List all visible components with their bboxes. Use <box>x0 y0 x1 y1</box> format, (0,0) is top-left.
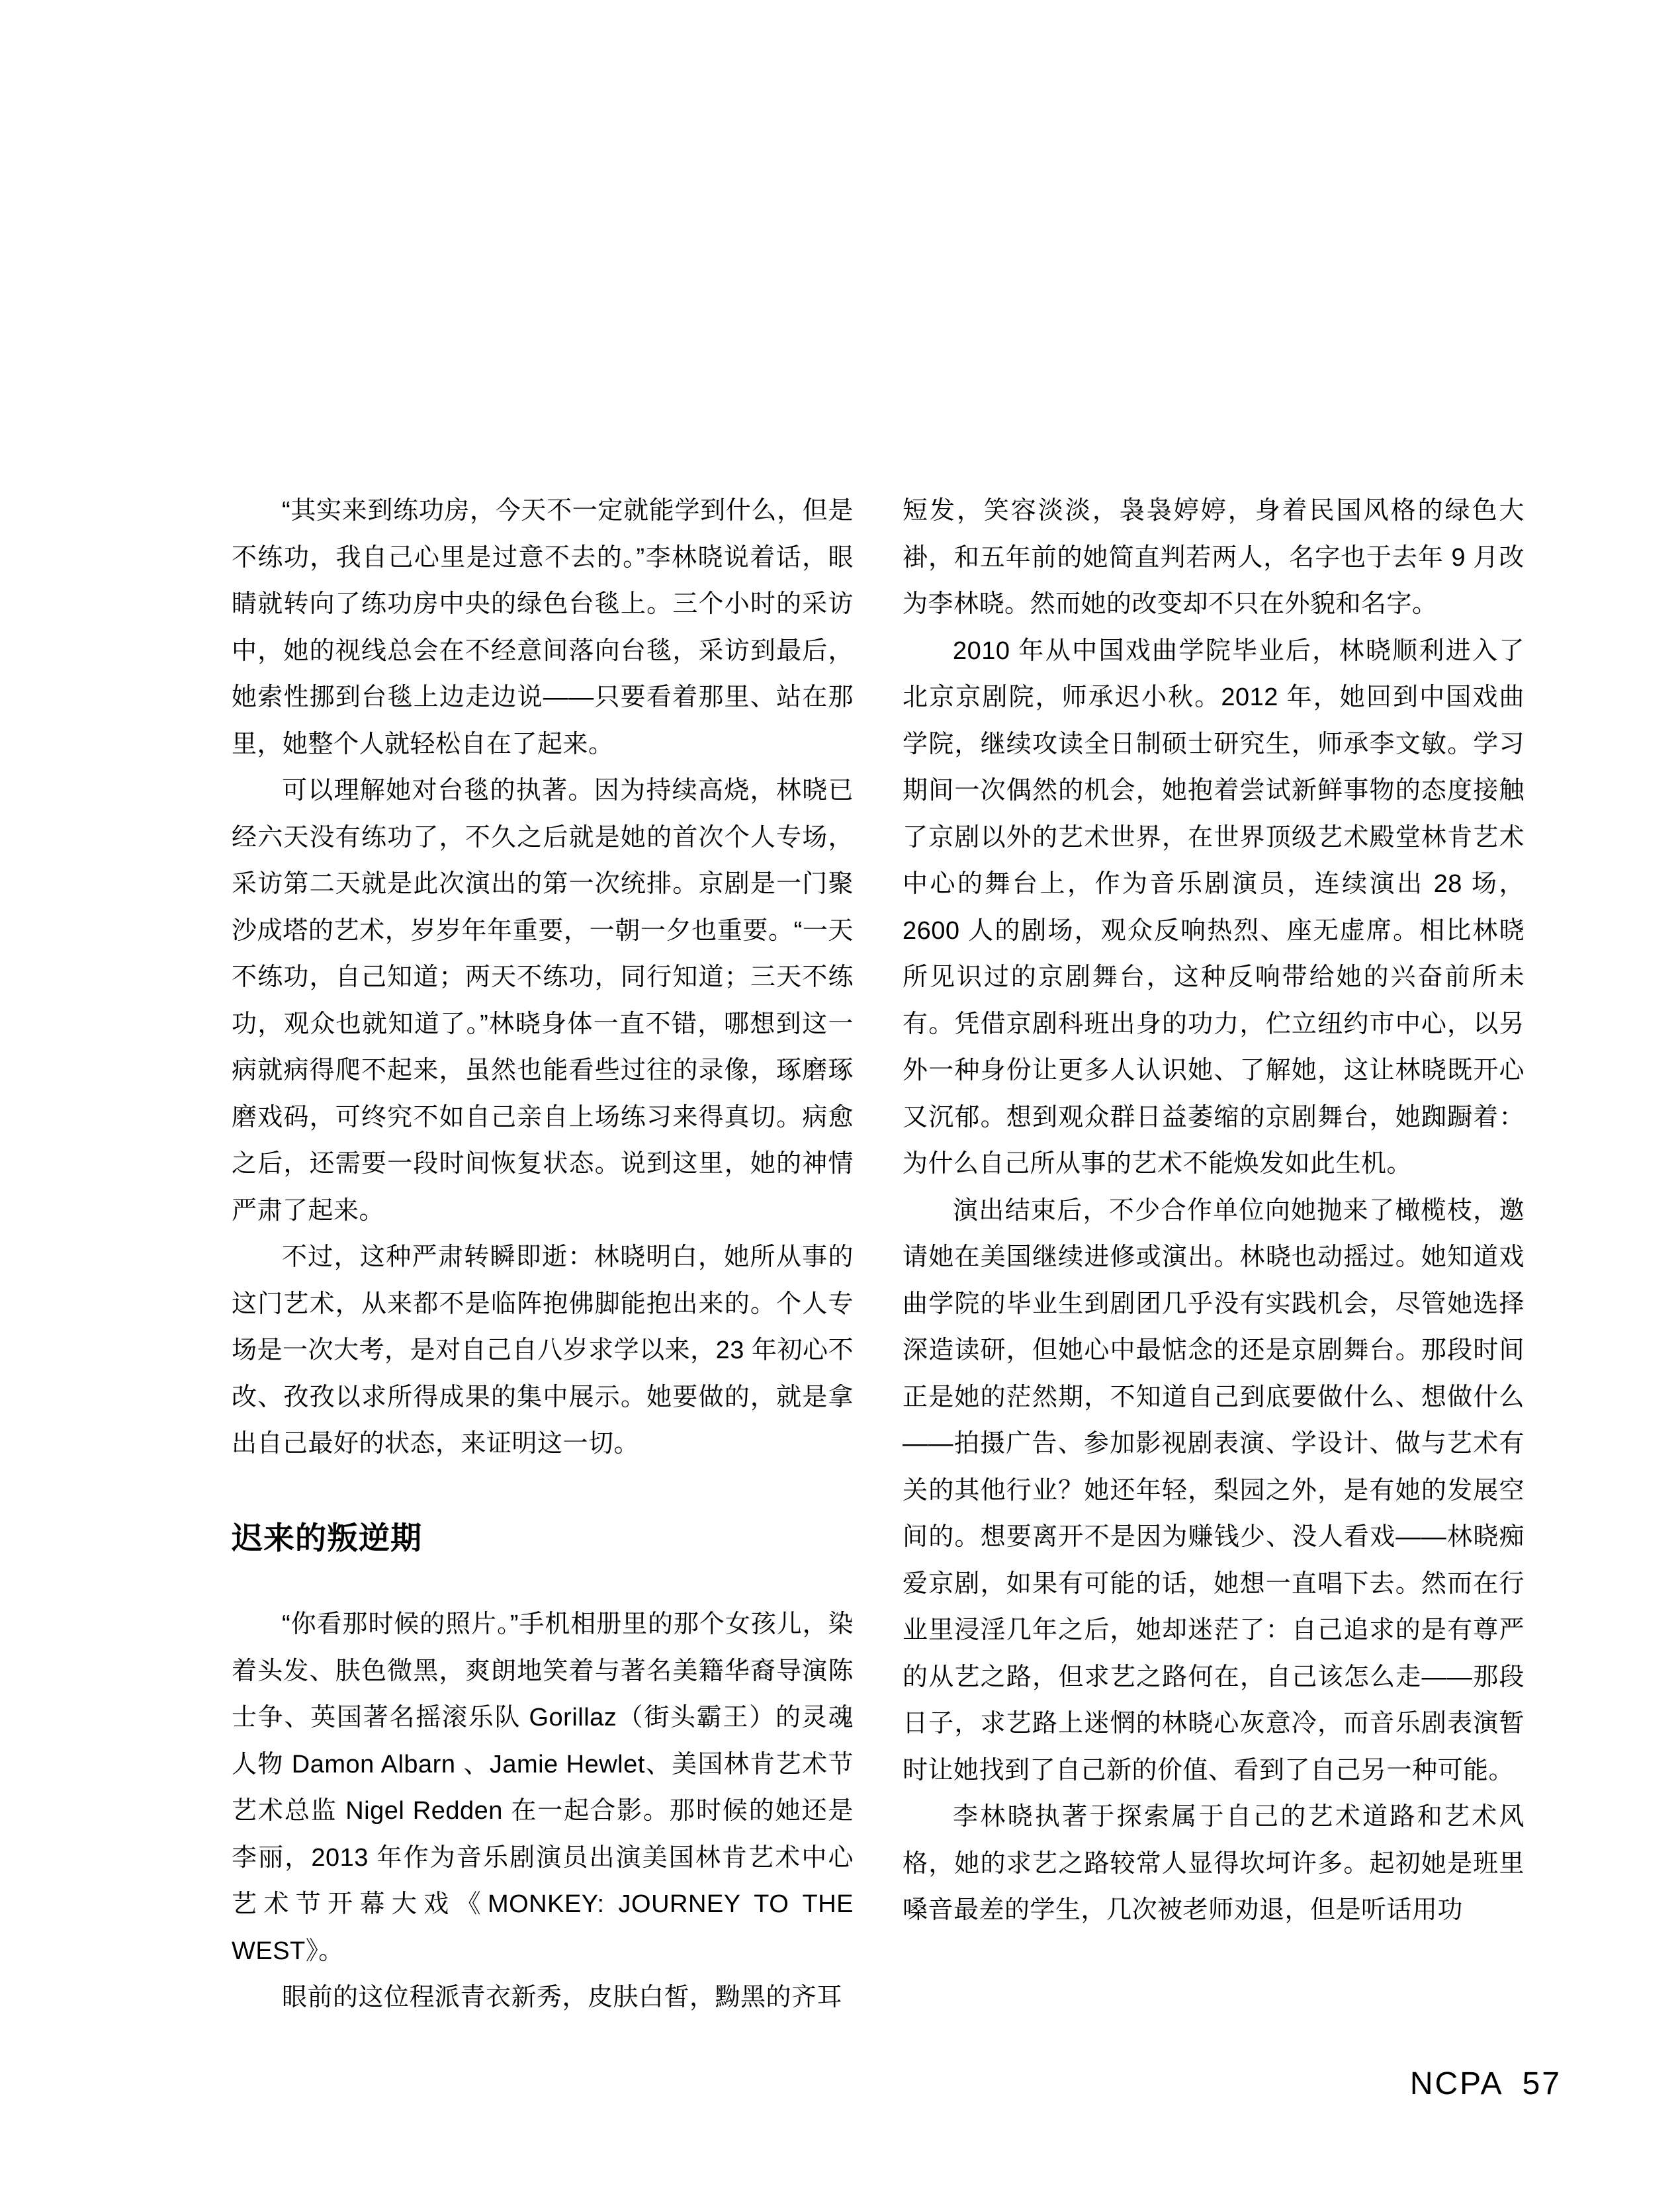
paragraph-solo-show-exam: 不过，这种严肃转瞬即逝：林晓明白，她所从事的这门艺术，从来都不是临阵抱佛脚能抱出来的。个人专场是一次大考，是对自己自八岁求学以来，23 年初心不改、孜孜以求所得成果的集中展示。她要做的，就是拿出自己最好的状态，来证明这一切。 <box>232 1243 854 1458</box>
paragraph-appearance-continued: 短发，笑容淡淡，袅袅婷婷，身着民国风格的绿色大褂，和五年前的她简直判若两人，名字也于去年 9 月改为李林晓。然而她的改变却不只在外貌和名字。 <box>903 497 1525 618</box>
paragraph-art-path: 李林晓执著于探索属于自己的艺术道路和艺术风格，她的求艺之路较常人显得坎坷许多。起初她是班里嗓音最差的学生，几次被老师劝退，但是听话用功 <box>903 1803 1525 1924</box>
journal-name: NCPA <box>1409 2066 1504 2101</box>
right-column <box>903 488 1525 1934</box>
left-column <box>232 488 854 2021</box>
paragraph-qingyi-appearance: 眼前的这位程派青衣新秀，皮肤白皙，黝黑的齐耳 <box>282 1984 843 2011</box>
section-heading: 迟来的叛逆期 <box>232 1520 422 1555</box>
paragraph-after-performance: 演出结束后，不少合作单位向她抛来了橄榄枝，邀请她在美国继续进修或演出。林晓也动摇过。她知道戏曲学院的毕业生到剧团几乎没有实践机会，尽管她选择深造读研，但她心中最惦念的还是京剧舞台。那段时间正是她的茫然期，不知道自己到底要做什么、想做什么——拍摄广告、参加影视剧表演、学设计、做与艺术有关的其他行业？她还年轻，梨园之外，是有她的发展空间的。想要离开不是因为赚钱少、没人看戏——林晓痴爱京剧，如果有可能的话，她想一直唱下去。然而在行业里浸淫几年之后，她却迷茫了：自己追求的是有尊严的从艺之路，但求艺之路何在，自己该怎么走——那段日子，求艺路上迷惘的林晓心灰意冷，而音乐剧表演暂时让她找到了自己新的价值、看到了自己另一种可能。 <box>903 1196 1525 1784</box>
paragraph-quote-rehearsal: “其实来到练功房，今天不一定就能学到什么，但是不练功，我自己心里是过意不去的。”李林晓说着话，眼睛就转向了练功房中央的绿色台毯上。三个小时的采访中，她的视线总会在不经意间落向台毯，采访到最后，她索性挪到台毯上边走边说——只要看着那里、站在那里，她整个人就轻松自在了起来。 <box>232 497 854 758</box>
paragraph-career-2010: 2010 年从中国戏曲学院毕业后，林晓顺利进入了北京京剧院，师承迟小秋。2012 年，她回到中国戏曲学院，继续攻读全日制硕士研究生，师承李文敏。学习期间一次偶然的机会，她抱着尝试新鲜事物的态度接触了京剧以外的艺术世界，在世界顶级艺术殿堂林肯艺术中心的舞台上，作为音乐剧演员，连续演出 28 场，2600 人的剧场，观众反响热烈、座无虚席。相比林晓所见识过的京剧舞台，这种反响带给她的兴奋前所未有。凭借京剧科班出身的功力，伫立纽约市中心，以另外一种身份让更多人认识她、了解她，这让林晓既开心又沉郁。想到观众群日益萎缩的京剧舞台，她踟蹰着：为什么自己所从事的艺术不能焕发如此生机。 <box>903 636 1525 1178</box>
page-number: 57 <box>1522 2066 1562 2101</box>
paragraph-old-photos: “你看那时候的照片。”手机相册里的那个女孩儿，染着头发、肤色微黑，爽朗地笑着与著名美籍华裔导演陈士争、英国著名摇滚乐队 Gorillaz（街头霸王）的灵魂人物 Damon Albarn 、Jamie Hewlet、美国林肯艺术节艺术总监 Nigel Redden 在一起合影。那时候的她还是李丽，2013 年作为音乐剧演员出演美国林肯艺术中心艺术节开幕大戏《MONKEY: JOURNEY TO THE WEST》。 <box>232 1610 854 1965</box>
page-footer <box>1410 2068 1562 2100</box>
paragraph-carpet-obsession: 可以理解她对台毯的执著。因为持续高烧，林晓已经六天没有练功了，不久之后就是她的首次个人专场，采访第二天就是此次演出的第一次统排。京剧是一门聚沙成塔的艺术，岁岁年年重要，一朝一夕也重要。“一天不练功，自己知道；两天不练功，同行知道；三天不练功，观众也就知道了。”林晓身体一直不错，哪想到这一病就病得爬不起来，虽然也能看些过往的录像，琢磨琢磨戏码，可终究不如自己亲自上场练习来得真切。病愈之后，还需要一段时间恢复状态。说到这里，她的神情严肃了起来。 <box>232 777 854 1225</box>
